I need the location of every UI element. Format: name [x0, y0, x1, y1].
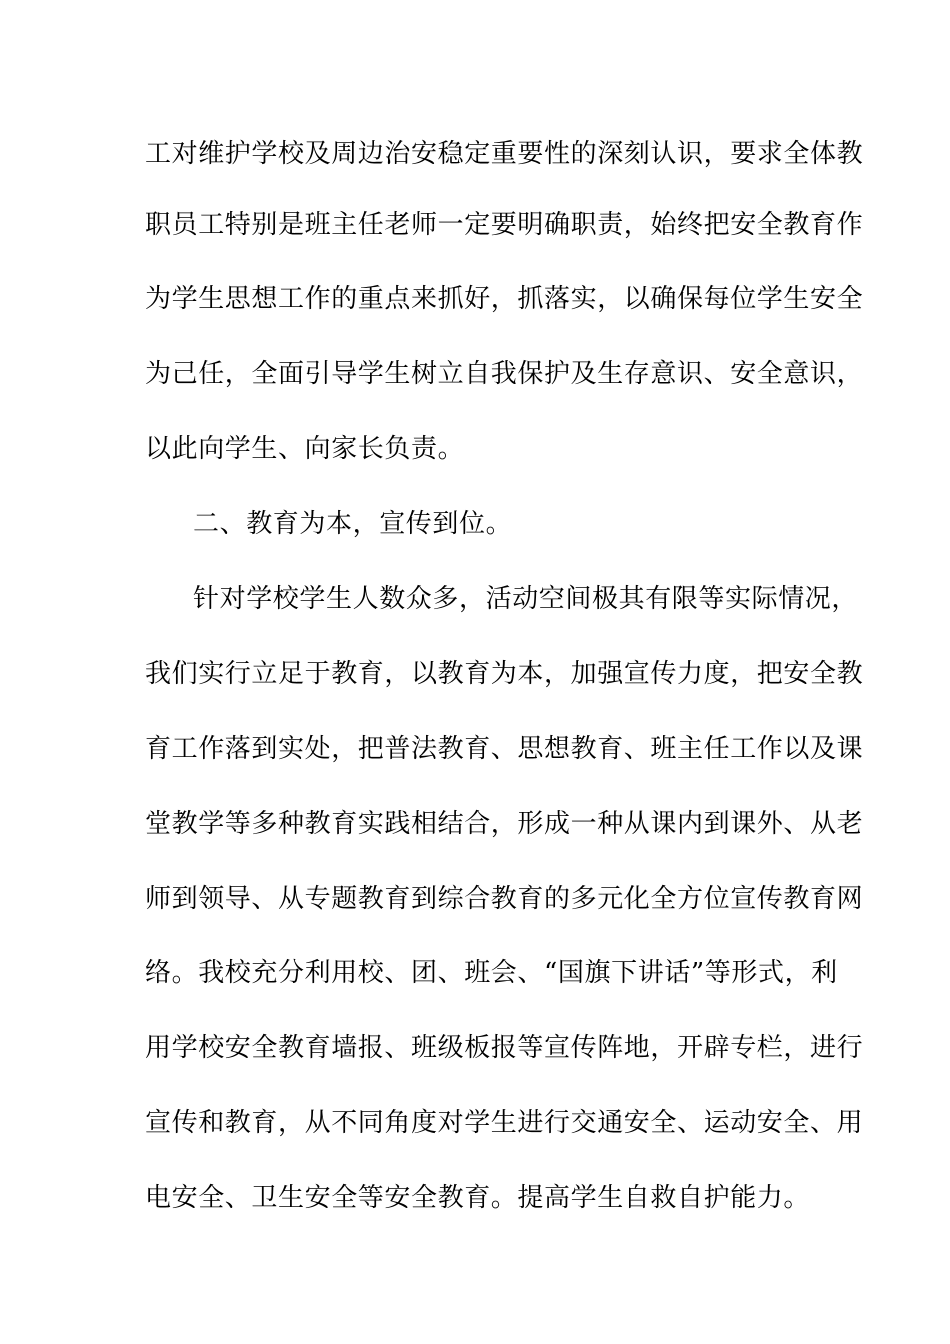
- paragraph-line: 电安全、卫生安全等安全教育。提高学生自救自护能力。: [145, 1183, 811, 1213]
- paragraph-line: 工对维护学校及周边治安稳定重要性的深刻认识，要求全体教: [145, 139, 864, 169]
- paragraph-line: 堂教学等多种教育实践相结合，形成一种从课内到课外、从老: [145, 809, 864, 839]
- paragraph-line: 用学校安全教育墙报、班级板报等宣传阵地，开辟专栏，进行: [145, 1033, 864, 1063]
- paragraph-line: 我们实行立足于教育，以教育为本，加强宣传力度，把安全教: [145, 659, 864, 689]
- paragraph-line: 宣传和教育，从不同角度对学生进行交通安全、运动安全、用: [145, 1108, 864, 1138]
- paragraph-line: 为学生思想工作的重点来抓好，抓落实，以确保每位学生安全: [145, 284, 864, 314]
- section-heading: 二、教育为本，宣传到位。: [193, 509, 513, 539]
- paragraph-line: 育工作落到实处，把普法教育、思想教育、班主任工作以及课: [145, 734, 864, 764]
- paragraph-line: 职员工特别是班主任老师一定要明确职责，始终把安全教育作: [145, 210, 864, 240]
- paragraph-line: 络。我校充分利用校、团、班会、“国旗下讲话”等形式，利: [145, 958, 838, 988]
- paragraph-line: 以此向学生、向家长负责。: [145, 434, 465, 464]
- paragraph-line: 师到领导、从专题教育到综合教育的多元化全方位宣传教育网: [145, 884, 864, 914]
- paragraph-line: 针对学校学生人数众多，活动空间极其有限等实际情况，: [193, 584, 859, 614]
- paragraph-line: 为己任，全面引导学生树立自我保护及生存意识、安全意识，: [145, 359, 864, 389]
